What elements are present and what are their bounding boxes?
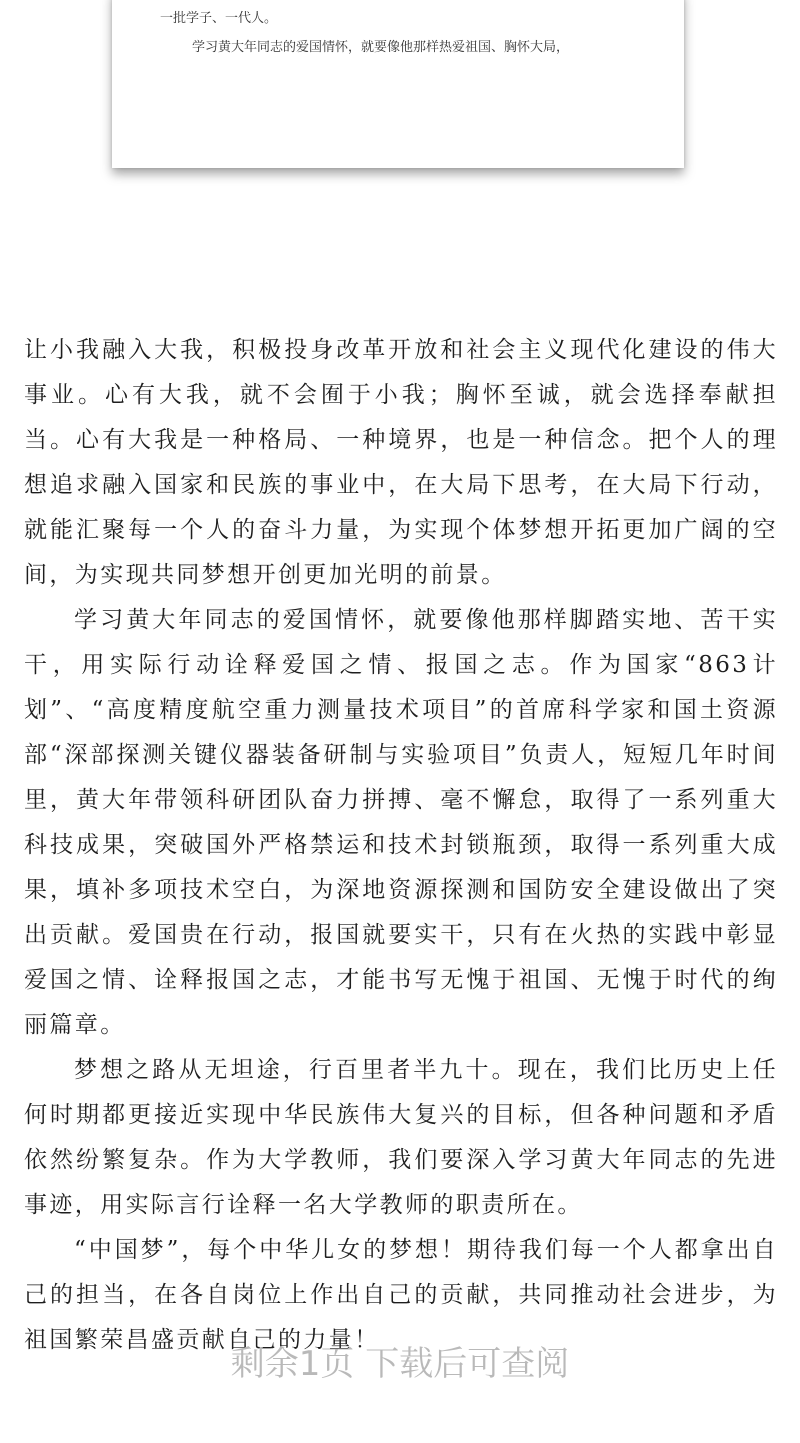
article-body bbox=[24, 328, 778, 1363]
article-paragraph: 让小我融入大我，积极投身改革开放和社会主义现代化建设的伟大事业。心有大我，就不会囿于小我；胸怀至诚，就会选择奉献担当。心有大我是一种格局、一种境界，也是一种信念。把个人的理想追求融入国家和民族的事业中，在大局下思考，在大局下行动，就能汇聚每一个人的奋斗力量，为实现个体梦想开拓更加广阔的空间，为实现共同梦想开创更加光明的前景。 bbox=[24, 337, 778, 588]
preview-line: 一批学子、一代人。 bbox=[160, 11, 278, 26]
remaining-pages-notice[interactable]: 剩余1页 下载后可查阅 bbox=[230, 1344, 570, 1384]
page-preview-card bbox=[112, 0, 684, 168]
preview-line: 学习黄大年同志的爱国情怀，就要像他那样热爱祖国、胸怀大局， bbox=[192, 40, 570, 55]
article-paragraph: 学习黄大年同志的爱国情怀，就要像他那样脚踏实地、苦干实干，用实际行动诠释爱国之情、报国之志。作为国家“863计划”、“高度精度航空重力测量技术项目”的首席科学家和国土资源部“深部探测关键仪器装备研制与实验项目”负责人，短短几年时间里，黄大年带领科研团队奋力拼搏、毫不懈怠，取得了一系列重大科技成果，突破国外严格禁运和技术封锁瓶颈，取得一系列重大成果，填补多项技术空白，为深地资源探测和国防安全建设做出了突出贡献。爱国贵在行动，报国就要实干，只有在火热的实践中彰显爱国之情、诠释报国之志，才能书写无愧于祖国、无愧于时代的绚丽篇章。 bbox=[24, 607, 778, 1038]
article-paragraph: “中国梦”，每个中华儿女的梦想！期待我们每一个人都拿出自己的担当，在各自岗位上作出自己的贡献，共同推动社会进步，为祖国繁荣昌盛贡献自己的力量！ bbox=[24, 1237, 778, 1353]
article-paragraph: 梦想之路从无坦途，行百里者半九十。现在，我们比历史上任何时期都更接近实现中华民族伟大复兴的目标，但各种问题和矛盾依然纷繁复杂。作为大学教师，我们要深入学习黄大年同志的先进事迹，用实际言行诠释一名大学教师的职责所在。 bbox=[24, 1057, 778, 1218]
